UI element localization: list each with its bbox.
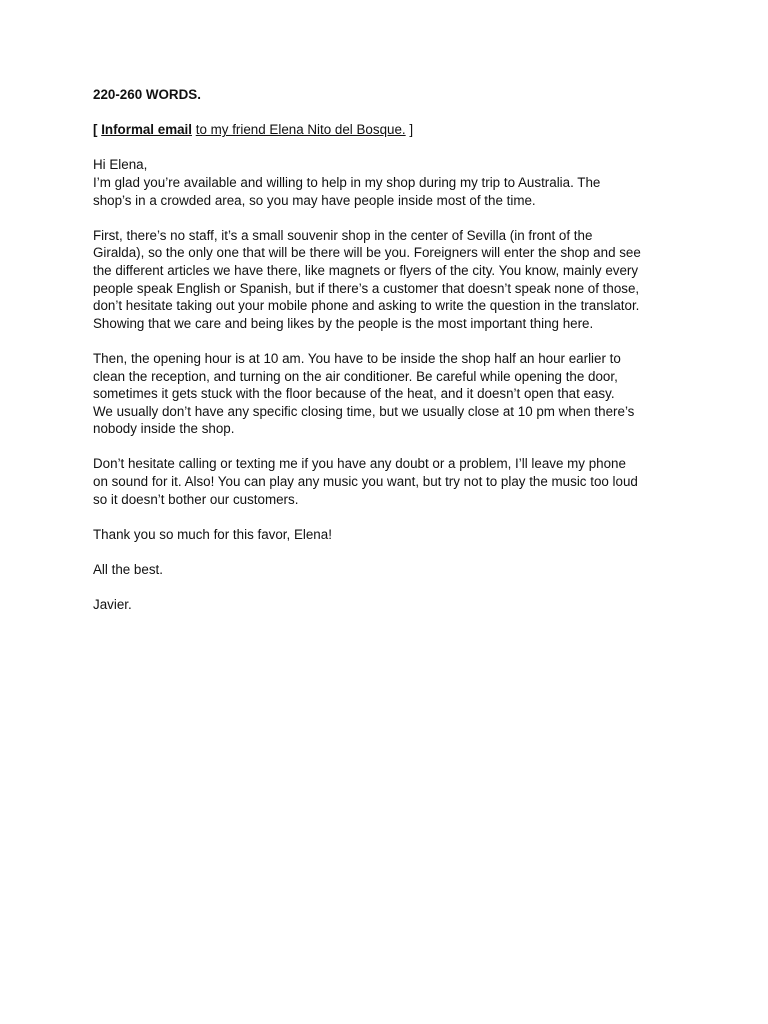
paragraph-line: First, there’s no staff, it’s a small souvenir shop in the center of Sevilla (in front of the: [93, 227, 593, 243]
paragraph-line: All the best.: [93, 562, 163, 578]
email-type-label: Informal email: [101, 122, 192, 138]
paragraph-line: clean the reception, and turning on the air conditioner. Be careful while opening the door,: [93, 368, 618, 384]
word-count-heading: 220-260 WORDS.: [93, 87, 201, 102]
paragraph-line: shop’s in a crowded area, so you may have people inside most of the time.: [93, 192, 536, 208]
email-subject-line: [93, 121, 683, 139]
paragraph-line: sometimes it gets stuck with the floor because of the heat, and it doesn’t open that easy.: [93, 386, 615, 402]
signature-name: Javier.: [93, 597, 132, 613]
document-body: [93, 86, 683, 631]
subject-close-bracket: ]: [409, 122, 414, 138]
signature: [93, 596, 683, 614]
email-recipient-text: to my friend Elena Nito del Bosque.: [195, 122, 406, 138]
paragraph-line: We usually don’t have any specific closing time, but we usually close at 10 pm when there’s: [93, 403, 635, 419]
paragraph-line: Don’t hesitate calling or texting me if you have any doubt or a problem, I’ll leave my phone: [93, 456, 626, 472]
email-opening: [93, 156, 683, 209]
paragraph-staff-info: [93, 227, 683, 333]
paragraph-line: Thank you so much for this favor, Elena!: [93, 526, 332, 542]
paragraph-contact: [93, 455, 683, 508]
paragraph-thanks: [93, 526, 683, 544]
paragraph-line: don’t hesitate taking out your mobile phone and asking to write the question in the translator.: [93, 298, 640, 314]
paragraph-line: so it doesn’t bother our customers.: [93, 491, 299, 507]
paragraph-line: I’m glad you’re available and willing to help in my shop during my trip to Australia. The: [93, 174, 601, 190]
paragraph-line: Showing that we care and being likes by the people is the most important thing here.: [93, 315, 594, 331]
paragraph-line: Then, the opening hour is at 10 am. You have to be inside the shop half an hour earlier to: [93, 350, 621, 366]
paragraph-opening-hours: [93, 350, 683, 438]
paragraph-line: the different articles we have there, like magnets or flyers of the city. You know, mainly every: [93, 262, 639, 278]
paragraph-line: Giralda), so the only one that will be there will be you. Foreigners will enter the shop and see: [93, 245, 641, 261]
subject-open-bracket: [: [93, 122, 98, 138]
greeting-line: Hi Elena,: [93, 157, 148, 173]
paragraph-line: people speak English or Spanish, but if there’s a customer that doesn’t speak none of those,: [93, 280, 640, 296]
paragraph-line: nobody inside the shop.: [93, 421, 235, 437]
paragraph-line: on sound for it. Also! You can play any music you want, but try not to play the music too loud: [93, 474, 638, 490]
closing-line: [93, 561, 683, 579]
